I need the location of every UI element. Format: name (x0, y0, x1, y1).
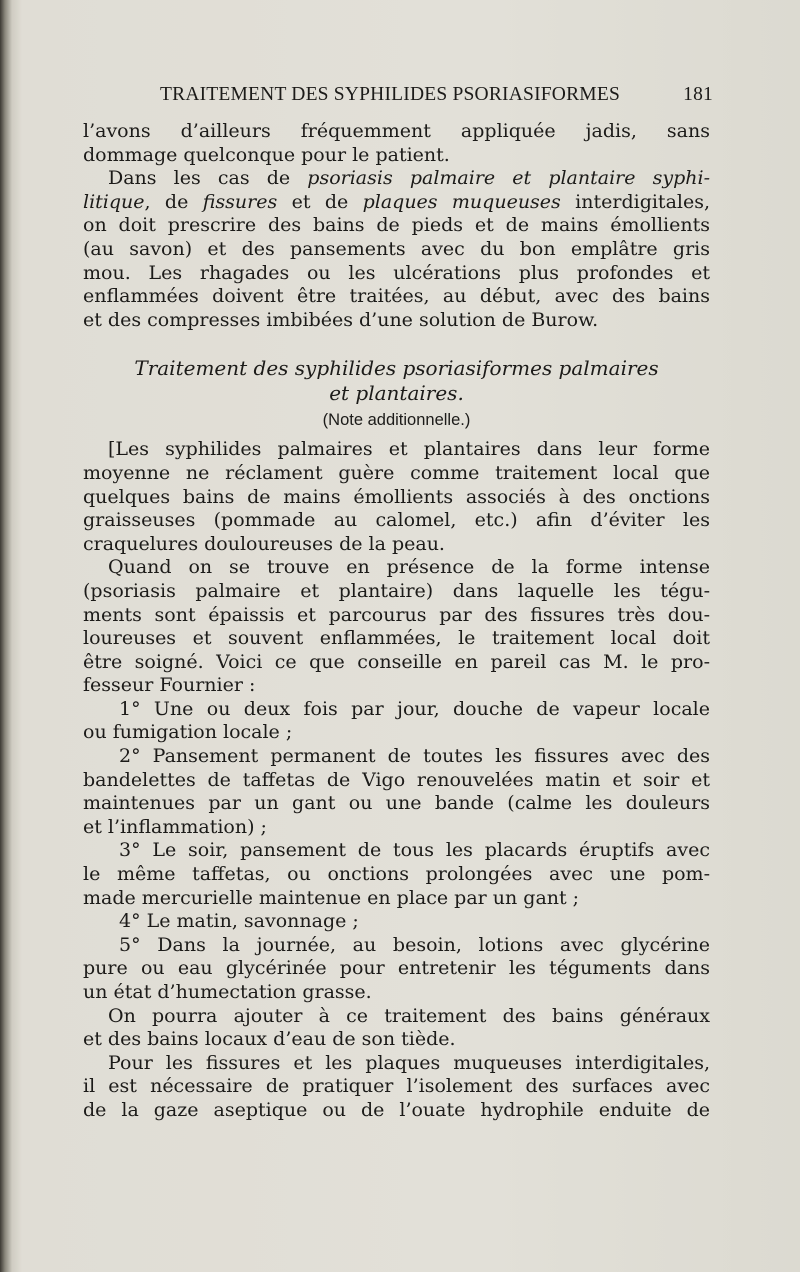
text-line: enflammées doivent être traitées, au début, avec des bains (83, 285, 710, 308)
text-line: bandelettes de taffetas de Vigo renouvelées matin et soir et (83, 768, 710, 791)
page-body (83, 120, 710, 1123)
text-line: quelques bains de mains émollients associés à des onctions (83, 485, 710, 508)
text-run: Dans les cas de (108, 167, 308, 190)
text-line: un état d’humectation grasse. (83, 981, 372, 1003)
text-line: il est nécessaire de pratiquer l’isolement des surfaces avec (83, 1075, 710, 1098)
text-line: Pour les fissures et les plaques muqueuses interdigitales, (108, 1051, 710, 1074)
text-line: pure ou eau glycérinée pour entretenir les téguments dans (83, 957, 710, 980)
text-line: made mercurielle maintenue en place par un gant ; (83, 886, 580, 909)
italic-run: litique (83, 190, 145, 213)
text-line: graisseuses (pommade au calomel, etc.) afin d’éviter les (83, 509, 710, 532)
page-number: 181 (683, 84, 713, 105)
text-line (83, 167, 710, 191)
text-line: dommage quelconque pour le patient. (83, 143, 450, 166)
list-item: 4° Le matin, savonnage ; (119, 910, 359, 933)
text-line: On pourra ajouter à ce traitement des bains généraux (108, 1004, 710, 1027)
text-line: Quand on se trouve en présence de la forme intense (108, 556, 710, 579)
italic-run: fissures (202, 190, 278, 213)
text-run: interdigitales, (560, 190, 711, 213)
text-line: mou. Les rhagades ou les ulcérations plus profondes et (83, 261, 710, 284)
text-line: ou fumigation locale ; (83, 721, 293, 744)
text-line: ments sont épaissis et parcourus par des fissures très dou- (83, 603, 710, 626)
list-item: 1° Une ou deux fois par jour, douche de vapeur locale (119, 697, 710, 720)
text-line: maintenues par un gant ou une bande (calme les douleurs (83, 792, 710, 815)
section-title-cont: et plantaires. (329, 381, 464, 406)
text-line: on doit prescrire des bains de pieds et de mains émollients (83, 214, 710, 237)
list-item: 2° Pansement permanent de toutes les fissures avec des (119, 745, 710, 768)
italic-run: plaques muqueuses (362, 190, 561, 213)
text-line: moyenne ne réclament guère comme traitement local que (83, 461, 710, 484)
text-run: et de (277, 190, 363, 213)
text-line: de la gaze aseptique ou de l’ouate hydrophile enduite de (83, 1098, 710, 1121)
list-item: 3° Le soir, pansement de tous les placards éruptifs avec (119, 839, 710, 862)
text-line: l’avons d’ailleurs fréquemment appliquée jadis, sans (83, 120, 710, 142)
text-line: et des bains locaux d’eau de son tiède. (83, 1028, 456, 1051)
italic-run: psoriasis palmaire et plantaire syphi- (307, 167, 710, 190)
section-title: Traitement des syphilides psoriasiformes palmaires (134, 356, 659, 381)
running-head: TRAITEMENT DES SYPHILIDES PSORIASIFORMES (160, 84, 620, 105)
text-run: , de (144, 190, 203, 213)
text-line: et des compresses imbibées d’une solution de Burow. (83, 308, 599, 331)
text-line: (psoriasis palmaire et plantaire) dans laquelle les tégu- (83, 579, 710, 602)
page-header (160, 84, 713, 110)
text-line: [Les syphilides palmaires et plantaires dans leur forme (108, 438, 710, 461)
spacer (83, 332, 710, 356)
text-line: être soigné. Voici ce que conseille en pareil cas M. le pro- (83, 650, 710, 673)
text-line: fesseur Fournier : (83, 674, 256, 697)
text-line: le même taffetas, ou onctions prolongées avec une pom- (83, 863, 710, 886)
text-line: et l’inflammation) ; (83, 815, 267, 838)
text-line: craquelures douloureuses de la peau. (83, 532, 445, 555)
text-line (83, 191, 710, 215)
text-line: (au savon) et des pansements avec du bon emplâtre gris (83, 237, 710, 260)
list-item: 5° Dans la journée, au besoin, lotions avec glycérine (119, 933, 710, 956)
section-note: (Note additionnelle.) (322, 411, 471, 430)
text-line: loureuses et souvent enflammées, le traitement local doit (83, 627, 710, 650)
